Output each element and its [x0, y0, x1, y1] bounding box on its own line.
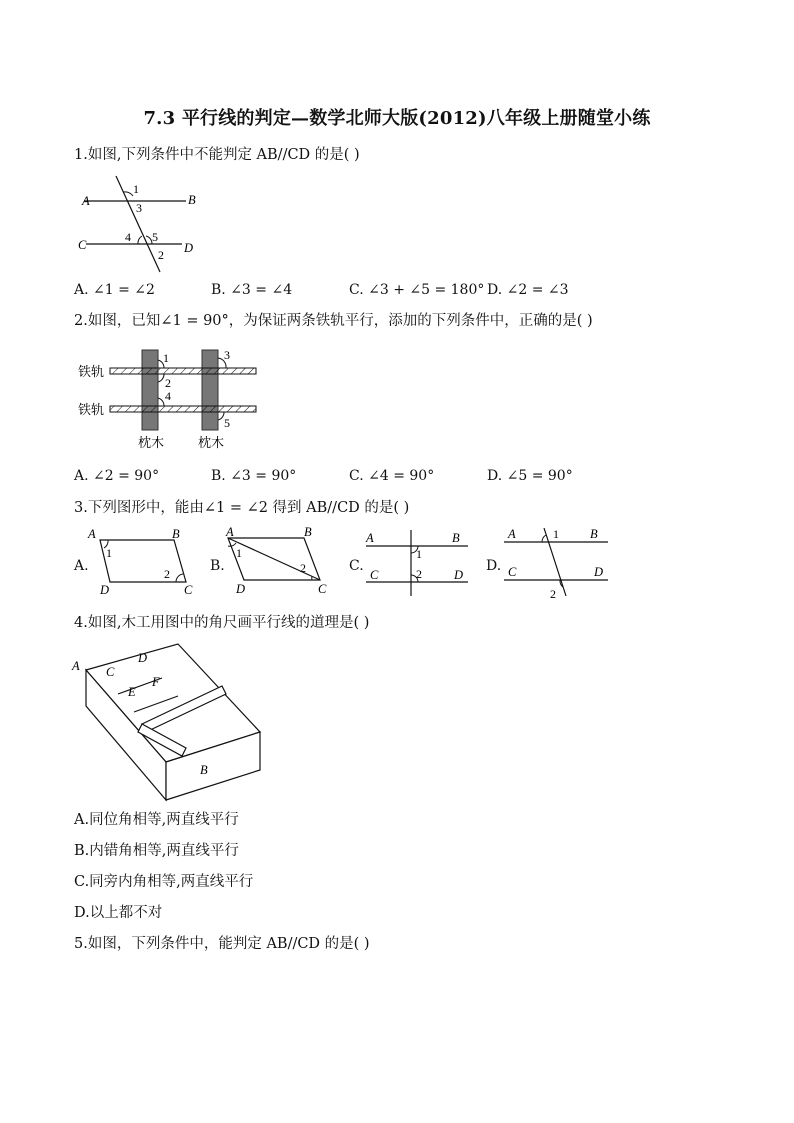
q3a-angle-1: 1 — [106, 546, 112, 560]
q4-figure — [70, 640, 280, 806]
q3c-angle-1: 1 — [416, 547, 422, 561]
q1-angle-2: 2 — [158, 248, 164, 262]
q3d-angle-2: 2 — [550, 587, 556, 601]
q1-angle-3: 3 — [136, 201, 142, 215]
page-title: 7.3 平行线的判定—数学北师大版(2012)八年级上册随堂小练 — [143, 108, 651, 129]
q3-option-c-label: C. — [349, 558, 364, 574]
q1-angle-5: 5 — [152, 230, 158, 244]
q2-label-rail-bottom: 铁轨 — [78, 403, 105, 418]
q3c-angle-2: 2 — [416, 567, 422, 581]
q3c-label-b: B — [452, 531, 460, 545]
q3b-angle-2: 2 — [300, 561, 306, 575]
q1-figure — [74, 172, 204, 276]
q3a-angle-arc — [176, 574, 183, 582]
q4-option-b: B.内错角相等,两直线平行 — [74, 843, 239, 859]
q3b-label-b: B — [304, 526, 312, 539]
q4-label-e: E — [128, 685, 136, 699]
q1-label-d: D — [184, 241, 194, 255]
q3a-label-c: C — [184, 583, 193, 597]
question-4-stem: 4.如图,木工用图中的角尺画平行线的道理是( ) — [74, 615, 370, 631]
q3a-label-d: D — [100, 583, 110, 597]
q2-angle-1: 1 — [163, 351, 169, 365]
q3b-angle-1: 1 — [236, 546, 242, 560]
q1-option-b: B. ∠3 = ∠4 — [211, 282, 293, 298]
q2-rail-bottom — [110, 406, 256, 412]
q3a-parallelogram — [100, 540, 186, 582]
question-3-stem: 3.下列图形中，能由∠1 = ∠2 得到 AB//CD 的是( ) — [74, 500, 410, 516]
q1-option-c: C. ∠3 + ∠5 = 180° — [349, 282, 485, 298]
q2-option-c: C. ∠4 = 90° — [349, 468, 435, 484]
q2-angle-4: 4 — [165, 389, 171, 403]
q2-option-a: A. ∠2 = 90° — [74, 468, 160, 484]
q3d-angle-1: 1 — [553, 527, 559, 541]
q2-rail-top — [110, 368, 256, 374]
q3d-label-a: A — [508, 527, 516, 541]
q1-angle-1: 1 — [133, 182, 139, 196]
q2-sleeper-left — [142, 350, 158, 430]
q4-label-c: C — [106, 665, 115, 679]
question-5-stem: 5.如图，下列条件中，能判定 AB//CD 的是( ) — [74, 936, 370, 952]
q3-figure-b — [222, 526, 334, 598]
q2-option-d: D. ∠5 = 90° — [487, 468, 573, 484]
q3-option-a-label: A. — [74, 558, 89, 574]
q1-option-d: D. ∠2 = ∠3 — [487, 282, 569, 298]
q1-label-c: C — [78, 238, 87, 252]
q1-label-b: B — [188, 193, 196, 207]
q3a-label-b: B — [172, 527, 180, 541]
q2-angle-2: 2 — [165, 376, 171, 390]
q2-option-b: B. ∠3 = 90° — [211, 468, 297, 484]
q1-label-a: A — [82, 194, 90, 208]
q1-angle-4: 4 — [125, 230, 131, 244]
q3c-label-a: A — [366, 531, 374, 545]
q2-figure — [74, 344, 274, 456]
q3b-angle-arc — [228, 543, 236, 546]
q4-option-a: A.同位角相等,两直线平行 — [74, 812, 239, 828]
q4-label-d: D — [138, 651, 148, 665]
q3-option-d-label: D. — [486, 558, 502, 574]
q3d-label-b: B — [590, 527, 598, 541]
q3d-label-d: D — [594, 565, 604, 579]
q3d-angle-arc — [542, 535, 546, 542]
q1-angle-arc — [138, 236, 142, 244]
question-1-stem: 1.如图,下列条件中不能判定 AB//CD 的是( ) — [74, 147, 360, 163]
q1-option-a: A. ∠1 = ∠2 — [74, 282, 155, 298]
q3c-label-c: C — [370, 568, 379, 582]
q2-sleeper-right — [202, 350, 218, 430]
q3-figure-a — [86, 526, 198, 598]
q3a-label-a: A — [88, 527, 96, 541]
q4-label-f: F — [152, 675, 160, 689]
question-2-stem: 2.如图，已知∠1 = 90°，为保证两条铁轨平行，添加的下列条件中，正确的是( ) — [74, 313, 593, 329]
q4-option-c: C.同旁内角相等,两直线平行 — [74, 874, 254, 890]
q2-angle-arc — [158, 398, 164, 406]
q4-option-d: D.以上都不对 — [74, 905, 163, 921]
q3c-label-d: D — [454, 568, 464, 582]
q2-angle-arc — [158, 374, 164, 382]
q3d-label-c: C — [508, 565, 517, 579]
q2-angle-3: 3 — [224, 348, 230, 362]
q3a-angle-2: 2 — [164, 567, 170, 581]
q2-label-sleeper-left: 枕木 — [138, 436, 165, 451]
q2-label-sleeper-right: 枕木 — [198, 436, 225, 451]
q3b-label-a: A — [226, 526, 234, 539]
q3-option-b-label: B. — [210, 558, 225, 574]
q3b-label-d: D — [236, 582, 246, 596]
q3-figure-c — [362, 526, 474, 598]
q2-angle-5: 5 — [224, 416, 230, 430]
q3b-label-c: C — [318, 582, 327, 596]
q2-label-rail-top: 铁轨 — [78, 365, 105, 380]
q4-label-a: A — [72, 659, 80, 673]
q3-figure-d — [500, 526, 612, 602]
q4-label-b: B — [200, 763, 208, 777]
